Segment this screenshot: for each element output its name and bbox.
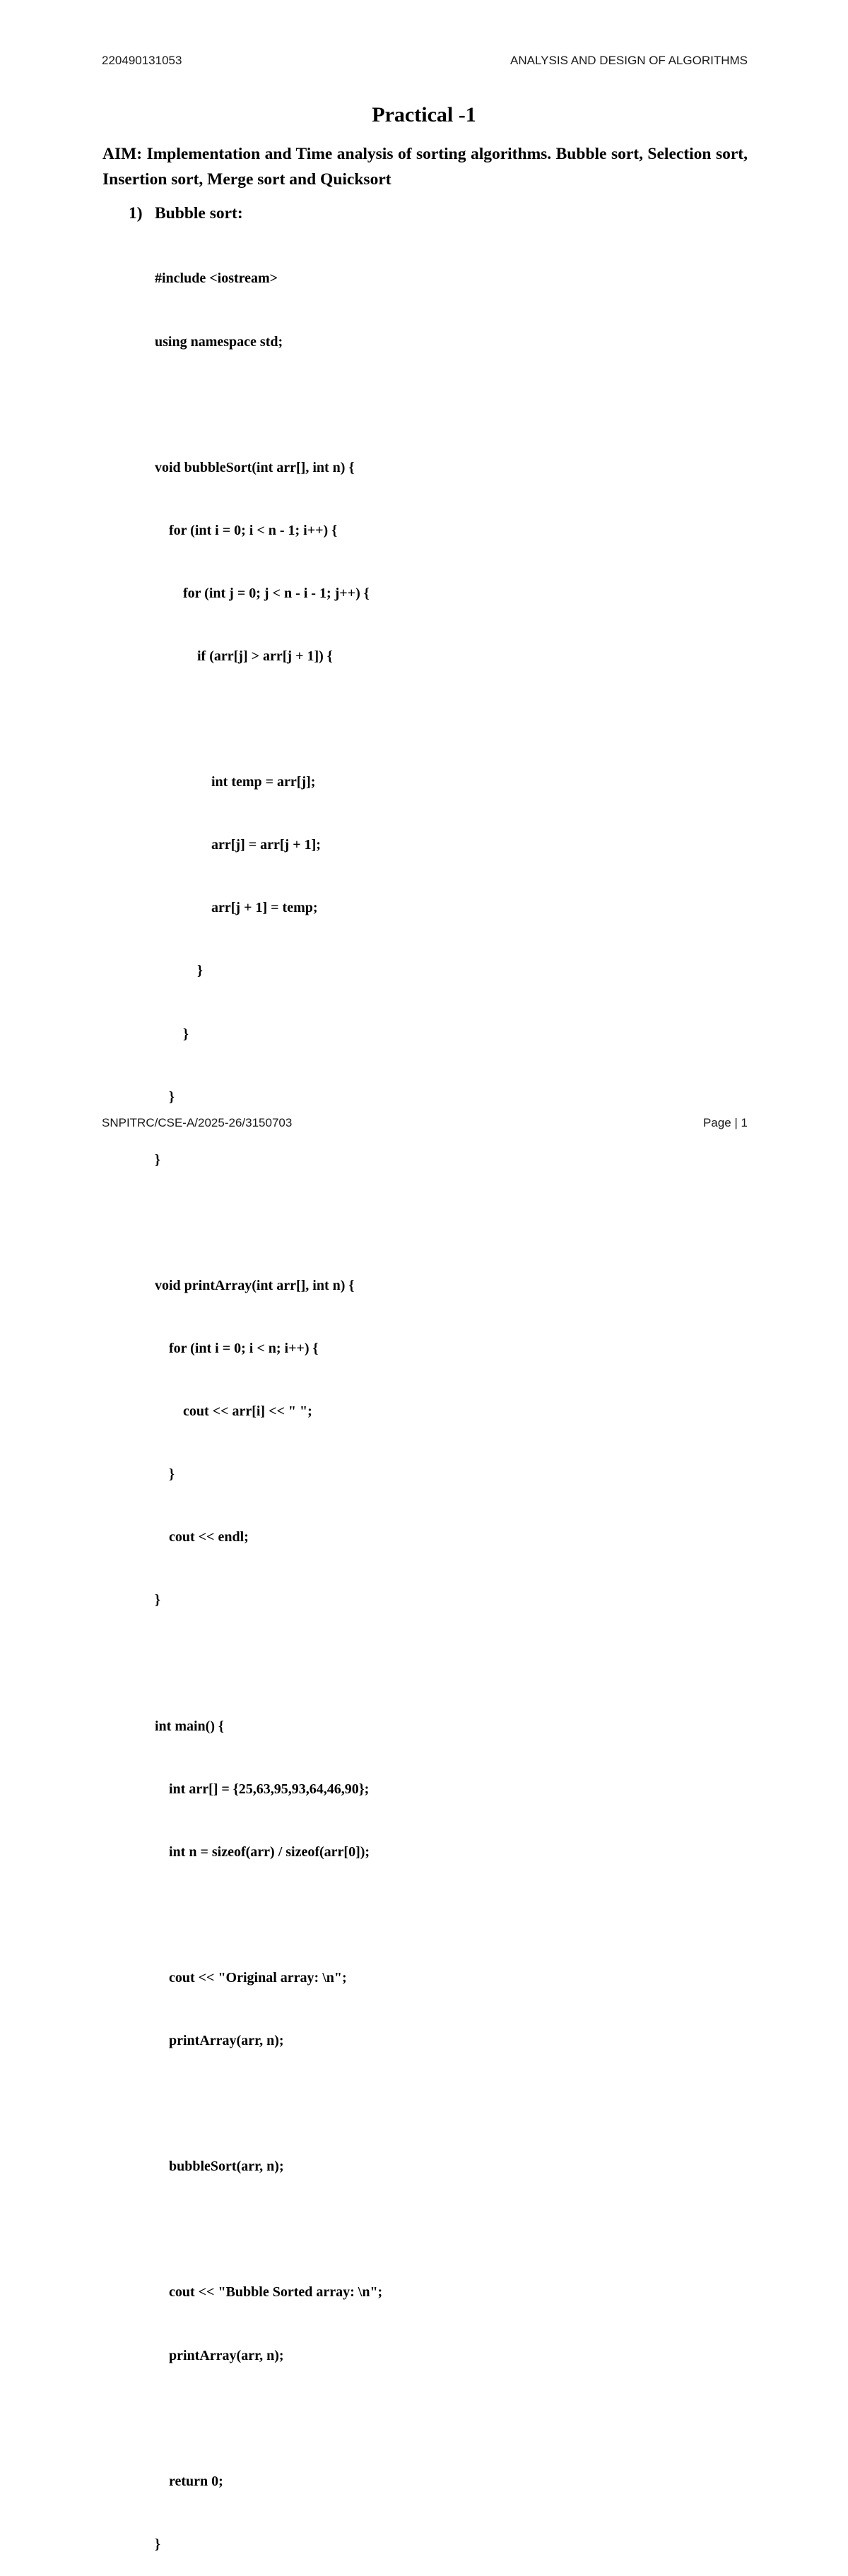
header-subject: ANALYSIS AND DESIGN OF ALGORITHMS [510, 54, 748, 67]
code-line: arr[j] = arr[j + 1]; [155, 837, 321, 853]
code-line [155, 1905, 382, 1926]
code-line: int n = sizeof(arr) / sizeof(arr[0]); [155, 1844, 370, 1860]
code-line: printArray(arr, n); [155, 2033, 284, 2049]
code-line [155, 2219, 382, 2240]
header-student-id: 220490131053 [102, 54, 182, 67]
code-line: if (arr[j] > arr[j + 1]) { [155, 648, 333, 664]
page-title: Practical -1 [372, 103, 476, 126]
code-line: for (int i = 0; i < n - 1; i++) { [155, 522, 338, 538]
footer-page-number: Page | 1 [702, 1116, 748, 1129]
code-line: int temp = arr[j]; [155, 774, 316, 790]
section-number: 1) [129, 204, 143, 222]
code-line: } [155, 1026, 189, 1042]
code-line: cout << endl; [155, 1529, 249, 1545]
code-line: } [155, 963, 203, 979]
code-line: for (int i = 0; i < n; i++) { [155, 1341, 319, 1356]
code-line: cout << "Original array: \n"; [155, 1969, 347, 1986]
code-line: #include <iostream> [155, 271, 278, 287]
code-line: cout << arr[i] << " "; [155, 1403, 312, 1420]
code-line: cout << "Bubble Sorted array: \n"; [155, 2284, 383, 2301]
code-line [155, 2094, 382, 2115]
code-line: for (int j = 0; j < n - i - 1; j++) { [155, 585, 370, 601]
code-line: int main() { [155, 1718, 224, 1734]
code-line: printArray(arr, n); [155, 2347, 284, 2363]
code-line: } [155, 1466, 175, 1483]
code-line [155, 2409, 382, 2430]
code-line [155, 1213, 382, 1234]
code-line: void printArray(int arr[], int n) { [155, 1277, 355, 1293]
code-line: int arr[] = {25,63,95,93,64,46,90}; [155, 1781, 370, 1797]
code-block [155, 227, 382, 2576]
code-line: return 0; [155, 2473, 223, 2489]
section-heading-bubble-sort [129, 204, 243, 223]
code-line: } [155, 1151, 160, 1168]
code-line: } [155, 2536, 160, 2552]
aim-statement: AIM: Implementation and Time analysis of sorting algorithms. Bubble sort, Selection sort, Insertion sort, Merge sort and Quicksort [102, 145, 748, 189]
code-line: bubbleSort(arr, n); [155, 2159, 284, 2175]
code-line: } [155, 1088, 175, 1105]
section-label: Bubble sort: [155, 204, 243, 222]
code-line: } [155, 1592, 160, 1608]
code-line [155, 395, 382, 416]
footer-document-code: SNPITRC/CSE-A/2025-26/3150703 [102, 1116, 293, 1129]
code-line: arr[j + 1] = temp; [155, 900, 318, 916]
code-line: void bubbleSort(int arr[], int n) { [155, 459, 355, 475]
code-line [155, 709, 382, 730]
code-line [155, 1653, 382, 1674]
code-line: using namespace std; [155, 333, 283, 350]
